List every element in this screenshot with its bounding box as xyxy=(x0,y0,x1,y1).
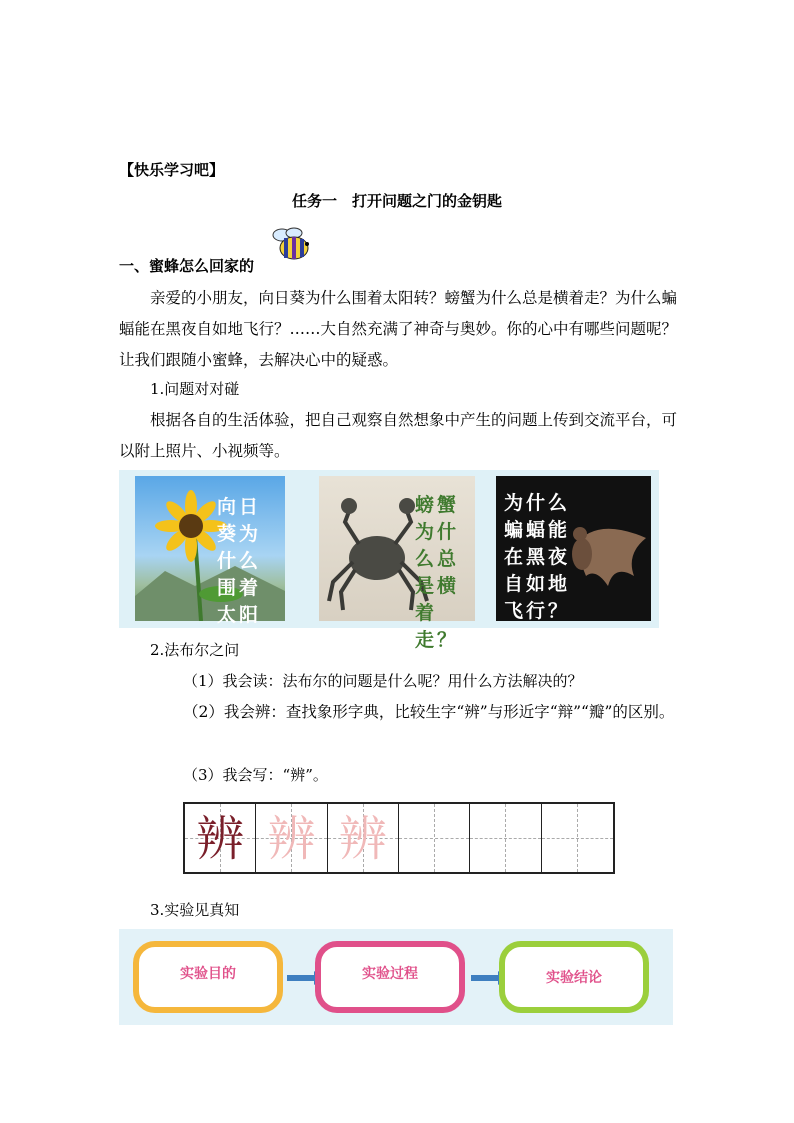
sunflower-caption: 向日葵为什么围着太阳转？ xyxy=(217,496,262,653)
step-conclusion xyxy=(499,941,649,1013)
step-conclusion-label: 实验结论 xyxy=(546,970,602,986)
task-title: 任务一 打开问题之门的金钥匙 xyxy=(291,192,502,210)
experiment-flow xyxy=(119,929,673,1025)
char-trace: 辨 xyxy=(267,811,316,867)
grid-cell xyxy=(328,804,399,872)
item2-q1: （1）我会读：法布尔的问题是什么呢？用什么方法解决的？ xyxy=(183,672,583,690)
char-solid: 辨 xyxy=(196,811,245,867)
step-purpose xyxy=(133,941,283,1013)
item2-title: 2.法布尔之问 xyxy=(150,641,240,659)
step-process xyxy=(315,941,465,1013)
grid-cell-empty[interactable] xyxy=(470,804,541,872)
arrow-right-icon xyxy=(287,975,315,981)
bat-image xyxy=(496,476,651,621)
writing-grid xyxy=(183,802,615,874)
char-trace: 辨 xyxy=(338,811,387,867)
bee-icon xyxy=(268,226,314,262)
item1-text: 根据各自的生活体验，把自己观察自然想象中产生的问题上传到交流平台，可以附上照片、小视频等。 xyxy=(119,411,678,460)
heading-bees: 一、蜜蜂怎么回家的 xyxy=(119,257,255,275)
crab-caption: 螃蟹为什么总是横着走？ xyxy=(415,494,460,651)
grid-cell-empty[interactable] xyxy=(542,804,613,872)
section-header: 【快乐学习吧】 xyxy=(119,161,225,179)
grid-cell xyxy=(185,804,256,872)
item3-title: 3.实验见真知 xyxy=(150,901,240,919)
step-purpose-label: 实验目的 xyxy=(180,966,236,982)
crab-image xyxy=(319,476,475,651)
grid-cell xyxy=(256,804,327,872)
arrow-right-icon xyxy=(471,975,499,981)
item2-q3: （3）我会写：“辨”。 xyxy=(183,766,328,784)
step-process-label: 实验过程 xyxy=(362,966,418,982)
grid-cell-empty[interactable] xyxy=(399,804,470,872)
bat-caption: 为什么蝙蝠能在黑夜自如地飞行？ xyxy=(504,492,571,622)
intro-paragraph: 亲爱的小朋友，向日葵为什么围着太阳转？螃蟹为什么总是横着走？为什么蝙蝠能在黑夜自如地飞行？……大自然充满了神奇与奥妙。你的心中有哪些问题呢？让我们跟随小蜜蜂，去解决心中的疑惑。 xyxy=(119,289,678,369)
item2-q2: （2）我会辨：查找象形字典，比较生字“辨”与形近字“辩”“瓣”的区别。 xyxy=(183,703,675,721)
item1-title: 1.问题对对碰 xyxy=(150,380,240,398)
